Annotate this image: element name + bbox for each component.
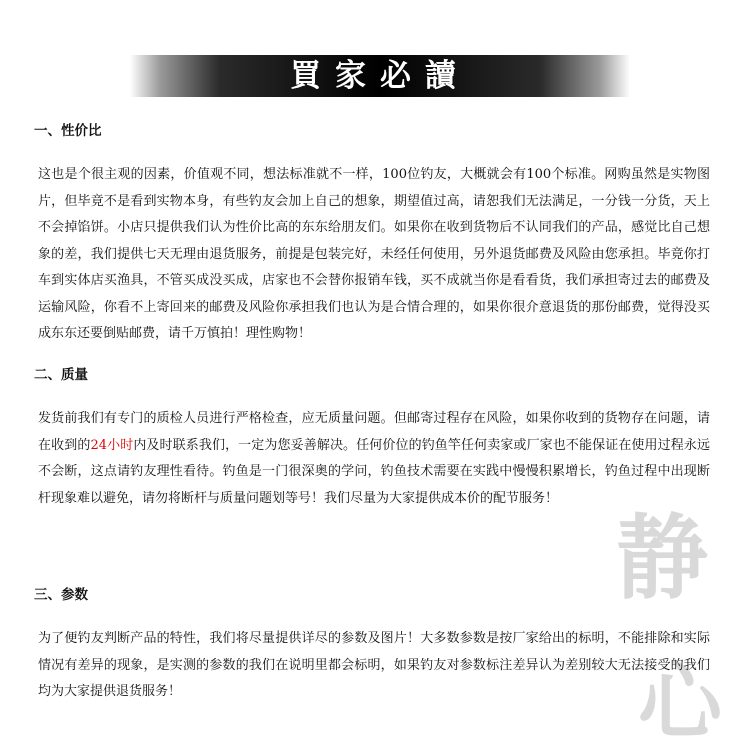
watermark-char-top: 静 [616, 504, 709, 612]
quality-body-after: 内及时联系我们，一定为您妥善解决。任何价位的钓鱼竿任何卖家或厂家也不能保证在使用过程永远不会断，这点请钓友理性看待。钓鱼是一门很深奥的学问，钓鱼技术需要在实践中慢慢积累增长，钓鱼过程中出现断杆现象难以避免，请勿将断杆与质量问题划等号！我们尽量为大家提供成本价的配节服务！ [38, 437, 710, 506]
section-body-value: 这也是个很主观的因素，价值观不同，想法标准就不一样，100位钓友，大概就会有100个标准。网购虽然是实物图片，但毕竟不是看到实物本身，有些钓友会加上自己的想象，期望值过高，请恕我们无法满足，一分钱一分货，天上不会掉馅饼。小店只提供我们认为性价比高的东东给朋友们。如果你在收到货物后不认同我们的产品，感觉比自己想象的差，我们提供七天无理由退货服务，前提是包装完好，未经任何使用，另外退货邮费及风险由您承担。毕竟你打车到实体店买渔具，不管买成没买成，店家也不会替你报销车钱，买不成就当你是看看货，我们承担寄过去的邮费及运输风险，你看不上寄回来的邮费及风险你承担我们也认为是合情合理的，如果你很介意退货的那份邮费，觉得没买成东东还要倒贴邮费，请千万慎拍！理性购物！ [38, 167, 710, 341]
title-banner [130, 55, 630, 97]
quality-highlight-24h: 24小时 [90, 437, 134, 453]
section-body-params: 为了便钓友判断产品的特性，我们将尽量提供详尽的参数及图片！大多数参数是按厂家给出的标明，不能排除和实际情况有差异的现象，是实测的参数的我们在说明里都会标明，如果钓友对参数标注差异认为差别较大无法接受的我们均为大家提供退货服务！ [38, 631, 710, 699]
banner-title: 買家必讀 [290, 58, 470, 94]
quality-body-before: 发货前我们有专门的质检人员进行严格检查，应无质量问题。但邮寄过程存在风险，如果你收到的货物存在问题，请在收到的 [38, 411, 710, 453]
section-heading-quality: 二、质量 [34, 367, 88, 383]
section-heading-value: 一、性价比 [34, 123, 102, 139]
watermark-char-bottom: 心 [638, 652, 723, 751]
calligraphy-watermark [608, 485, 738, 751]
section-heading-params: 三、参数 [34, 587, 88, 603]
